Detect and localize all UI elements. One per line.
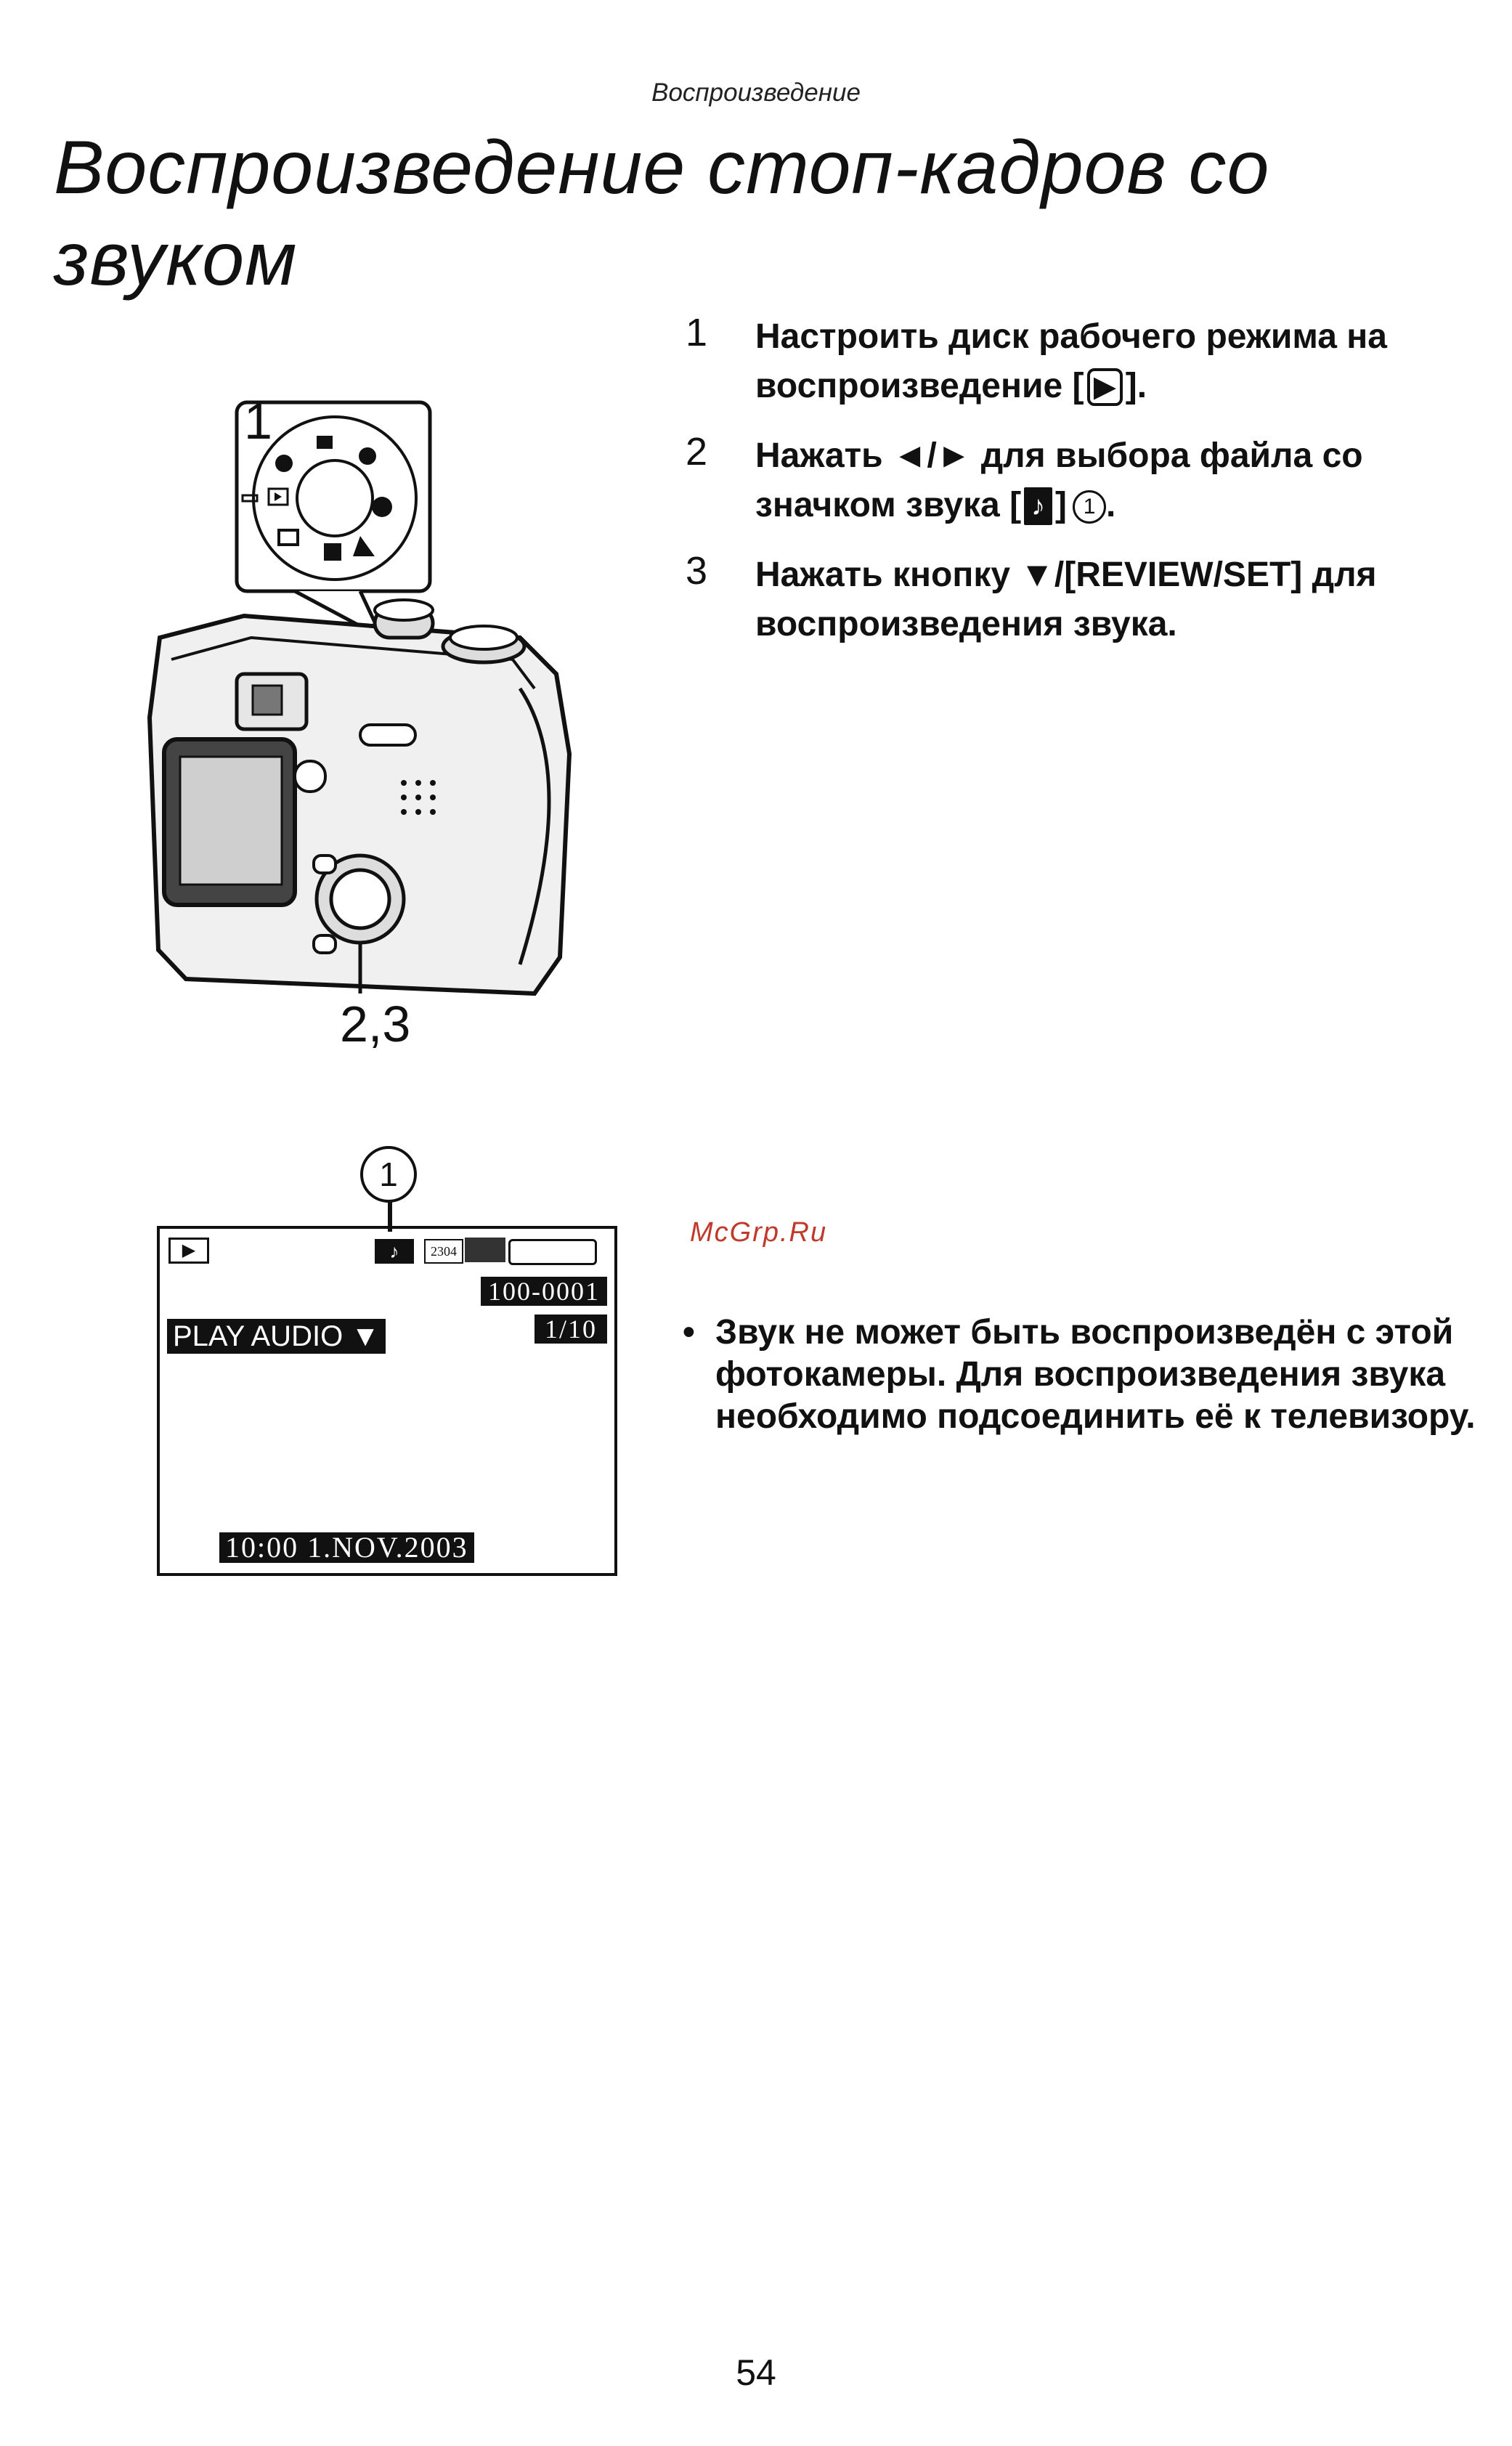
sound-icon: ♪ xyxy=(1024,487,1052,525)
step-text-end: ] xyxy=(1055,486,1068,524)
step-text-end: ]. xyxy=(1125,367,1147,405)
file-number: 100-0001 xyxy=(481,1277,607,1306)
step-1 xyxy=(675,312,1460,411)
bullet-icon: • xyxy=(683,1313,695,1352)
battery-icon xyxy=(508,1239,597,1265)
step-number: 3 xyxy=(686,549,708,593)
camera-illustration xyxy=(142,398,593,1066)
watermark: McGrp.Ru xyxy=(690,1217,828,1248)
resolution-badge: 2304 xyxy=(424,1239,463,1264)
note xyxy=(683,1312,1500,1438)
step-text: Нажать ◄/► для выбора файла со значком звука [ xyxy=(755,436,1363,524)
note-text: Звук не может быть воспроизведён с этой фотокамеры. Для воспроизведения звука необходимо подсоединить её к телевизору. xyxy=(715,1313,1476,1436)
step-text: Нажать кнопку ▼/[REVIEW/SET] для воспроизведения звука. xyxy=(755,556,1377,643)
button-callout-label: 2,3 xyxy=(340,996,411,1052)
sound-icon: ♪ xyxy=(375,1239,414,1264)
play-mode-icon: ▶ xyxy=(168,1238,209,1264)
datetime-stamp: 10:00 1.NOV.2003 xyxy=(219,1532,474,1563)
reference-marker: 1 xyxy=(1073,490,1106,524)
play-audio-label: PLAY AUDIO ▼ xyxy=(167,1319,386,1354)
step-3 xyxy=(675,550,1460,649)
step-text: Настроить диск рабочего режима на воспроизведение [ xyxy=(755,317,1387,405)
page-number: 54 xyxy=(736,2352,776,2393)
step-number: 2 xyxy=(686,430,708,474)
quality-icon xyxy=(465,1238,505,1262)
page-title: Воспроизведение стоп-кадров со звуком xyxy=(54,126,1270,301)
play-icon: ▶ xyxy=(1087,368,1123,406)
running-header: Воспроизведение xyxy=(651,78,861,107)
step-number: 1 xyxy=(686,311,708,354)
steps-list xyxy=(675,312,1460,670)
step-2 xyxy=(675,431,1460,530)
picture-number: 1/10 xyxy=(535,1315,607,1344)
dial-callout-label: 1 xyxy=(244,398,272,450)
step-text-tail: . xyxy=(1106,486,1116,524)
lcd-screen xyxy=(157,1226,617,1576)
lcd-callout-marker: 1 xyxy=(360,1146,417,1203)
